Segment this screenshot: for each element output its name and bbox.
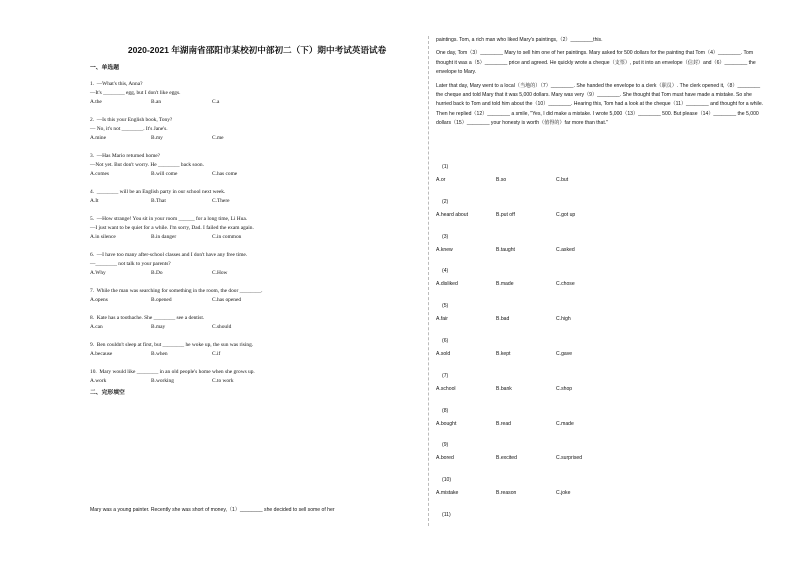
cloze-options (436, 420, 766, 429)
question-item (90, 314, 416, 332)
cloze-option[interactable]: B.bank (496, 385, 512, 392)
cloze-option[interactable]: C.got up (556, 211, 576, 218)
question-item (90, 80, 416, 107)
cloze-option[interactable]: B.so (496, 177, 507, 183)
answer-options (90, 377, 416, 386)
cloze-number: (8) (442, 407, 449, 414)
answer-options (90, 296, 416, 305)
cloze-number: (10) (442, 477, 452, 484)
question-text: 8. Kate has a toothache. She ________ see a dentist. (90, 315, 205, 321)
cloze-number: (11) (442, 512, 451, 518)
answer-options (90, 269, 416, 278)
answer-option[interactable]: C.has opened (212, 297, 242, 303)
section-heading-single-choice: 一、单选题 (90, 65, 119, 71)
answer-option[interactable]: A.the (90, 99, 102, 105)
cloze-options (436, 246, 766, 255)
answer-options (90, 170, 416, 179)
answer-option[interactable]: C.How (212, 270, 228, 276)
question-item (90, 188, 416, 206)
answer-options (90, 197, 416, 206)
answer-option[interactable]: A.can (90, 324, 103, 330)
answer-option[interactable]: C.a (212, 99, 220, 105)
passage-start: Mary was a young painter. Recently she was short of money,（1）________ she decided to sell some of her (90, 507, 335, 513)
cloze-option[interactable]: A.mistake (436, 490, 459, 497)
cloze-option[interactable]: C.but (556, 177, 569, 183)
answer-option[interactable]: C.has come (212, 171, 238, 177)
question-list (90, 80, 416, 386)
answer-option[interactable]: B.my (151, 135, 163, 141)
cloze-option[interactable]: A.heard about (436, 211, 469, 218)
answer-option[interactable]: B.when (151, 351, 168, 357)
cloze-number: (3) (442, 233, 449, 240)
cloze-options (436, 350, 766, 359)
answer-option[interactable]: C.to work (212, 378, 234, 384)
cloze-option[interactable]: B.put off (496, 211, 515, 218)
answer-option[interactable]: A.Why (90, 270, 106, 276)
cloze-option[interactable]: C.surprised (556, 455, 583, 462)
cloze-option[interactable]: B.read (496, 420, 512, 427)
answer-option[interactable]: B.an (151, 99, 162, 105)
question-item (90, 152, 416, 179)
answer-option[interactable]: B.working (151, 378, 174, 384)
answer-option[interactable]: C.if (212, 351, 221, 357)
question-text: — No, it's not ________. It's Jane's. (90, 126, 168, 132)
cloze-number: (1) (442, 164, 449, 170)
question-item (90, 368, 416, 386)
cloze-option[interactable]: C.made (556, 420, 574, 427)
right-column (436, 36, 768, 518)
cloze-number: (2) (442, 198, 449, 205)
passage-paragraph-1: paintings. Tom, a rich man who liked Mary's paintings,（2）________this. (436, 37, 603, 43)
answer-option[interactable]: A.opens (90, 297, 108, 303)
answer-option[interactable]: A.mine (90, 135, 107, 141)
question-text: 9. Ben couldn't sleep at first, but ________ he woke up, the sun was rising. (90, 342, 254, 348)
section-heading-cloze: 二、完形填空 (90, 390, 125, 396)
cloze-option[interactable]: C.joke (556, 490, 571, 497)
answer-option[interactable]: B.Do (151, 270, 163, 276)
cloze-number: (7) (442, 372, 449, 379)
cloze-option[interactable]: A.or (436, 177, 446, 183)
column-divider (428, 36, 429, 526)
answer-options (90, 350, 416, 359)
passage-paragraph-2: One day, Tom（3）________ Mary to sell him one of her paintings. Mary asked for 500 dollars for the painting that Tom（4）________. Tom thought it was a（5）________ price and agreed. He quickly wrote a cheque（支票）, put it into an envelope（信封）and（6）________ the envelope to Mary. (436, 50, 756, 76)
cloze-option[interactable]: A.bought (436, 420, 457, 427)
cloze-options (436, 211, 766, 220)
cloze-option[interactable]: A.disliked (436, 281, 458, 288)
answer-options (90, 98, 416, 107)
answer-option[interactable]: B.That (151, 198, 166, 204)
answer-option[interactable]: C.me (212, 135, 224, 141)
answer-options (90, 134, 416, 143)
cloze-option[interactable]: B.reason (496, 490, 517, 497)
question-text: 4. ________ will be an English party in our school next week. (90, 189, 226, 195)
cloze-options (436, 489, 766, 498)
answer-option[interactable]: B.in danger (151, 234, 177, 240)
question-text: 5. —How strange! You sit in your room ______ for a long time, Li Hua. (90, 216, 248, 222)
question-text: 3. —Has Mario returned home? (90, 153, 161, 159)
cloze-option[interactable]: A.sold (436, 351, 451, 357)
cloze-option[interactable]: C.asked (556, 246, 575, 253)
question-item (90, 116, 416, 143)
cloze-option[interactable]: C.shop (556, 385, 573, 392)
question-text: 7. While the man was searching for something in the room, the door ________. (90, 288, 263, 294)
cloze-option[interactable]: C.gave (556, 351, 573, 357)
question-item (90, 215, 416, 242)
cloze-options (436, 176, 766, 185)
question-item (90, 287, 416, 305)
cloze-option[interactable]: B.made (496, 281, 514, 288)
answer-option[interactable]: C.There (212, 198, 230, 204)
cloze-option[interactable]: C.chose (556, 281, 575, 288)
answer-option[interactable]: B.may (151, 324, 166, 330)
left-column (90, 44, 416, 513)
cloze-option[interactable]: A.knew (436, 246, 453, 253)
question-item (90, 341, 416, 359)
cloze-option[interactable]: B.excited (496, 455, 517, 462)
cloze-option[interactable]: A.bored (436, 455, 454, 462)
question-text: 10. Mary would like ________ in an old people's home when she grows up. (90, 369, 255, 375)
cloze-option[interactable]: B.bad (496, 316, 510, 323)
question-text: —It's ________ egg, but I don't like eggs. (90, 90, 181, 96)
cloze-option[interactable]: B.kept (496, 351, 511, 357)
cloze-options (436, 280, 766, 289)
cloze-options (436, 454, 766, 463)
answer-option[interactable]: A.in silence (90, 234, 116, 240)
cloze-option[interactable]: B.taught (496, 246, 515, 253)
answer-option[interactable]: A.comes (90, 171, 110, 177)
cloze-option[interactable]: A.fair (436, 316, 448, 323)
question-text: 1. —What's this, Anna? (90, 81, 143, 87)
question-item (90, 251, 416, 278)
cloze-number: (4) (442, 268, 449, 275)
question-text: —Not yet. But don't worry. He ________ back soon. (90, 162, 204, 168)
answer-option[interactable]: B.will come (151, 171, 178, 177)
answer-option[interactable]: A.because (90, 351, 113, 357)
cloze-options (436, 385, 766, 394)
answer-options (90, 233, 416, 242)
answer-option[interactable]: A.It (90, 198, 99, 204)
cloze-number: (5) (442, 303, 449, 310)
page-title: 2020-2021 年湖南省邵阳市某校初中部初二（下）期中考试英语试卷 (127, 45, 387, 55)
cloze-options (436, 315, 766, 324)
question-text: 6. —I have too many after-school classes and I don't have any free time. (90, 252, 248, 258)
cloze-number: (6) (442, 338, 449, 344)
answer-option[interactable]: C.in common (212, 234, 242, 240)
cloze-option[interactable]: A.school (436, 385, 456, 392)
cloze-number: (9) (442, 442, 449, 449)
question-text: —I just want to be quiet for a while. I'm sorry, Dad. I failed the exam again. (90, 225, 254, 231)
passage-paragraph-3: Later that day, Mary went to a local（当地的）（7）________. She handed the envelope to a clerk（职员）. The clerk opened it,（8）________ the cheque and told Mary that it was 5,000 dollars. Mary was very（9）________. She thought that Tom must have made a mistake. So she hurried back to Tom and told him about the（10）________. Hearing this, Tom had a look at the cheque（11）________ and thought for a while. Then he replied（12）________ a smile, "Yes, I did make a mistake. I wrote 5,000（13）________ 500. But please（14）________ the 5,000 dollars（15）________ your honesty is worth（值得的）far more than that." (436, 82, 764, 127)
answer-option[interactable]: A.work (90, 378, 107, 384)
question-text: 2. —Is this your English book, Tony? (90, 117, 173, 123)
answer-options (90, 323, 416, 332)
question-text: —________ not talk to your parents? (90, 261, 171, 267)
answer-option[interactable]: C.should (212, 324, 232, 330)
cloze-option[interactable]: C.high (556, 316, 571, 323)
answer-option[interactable]: B.opened (151, 297, 172, 303)
